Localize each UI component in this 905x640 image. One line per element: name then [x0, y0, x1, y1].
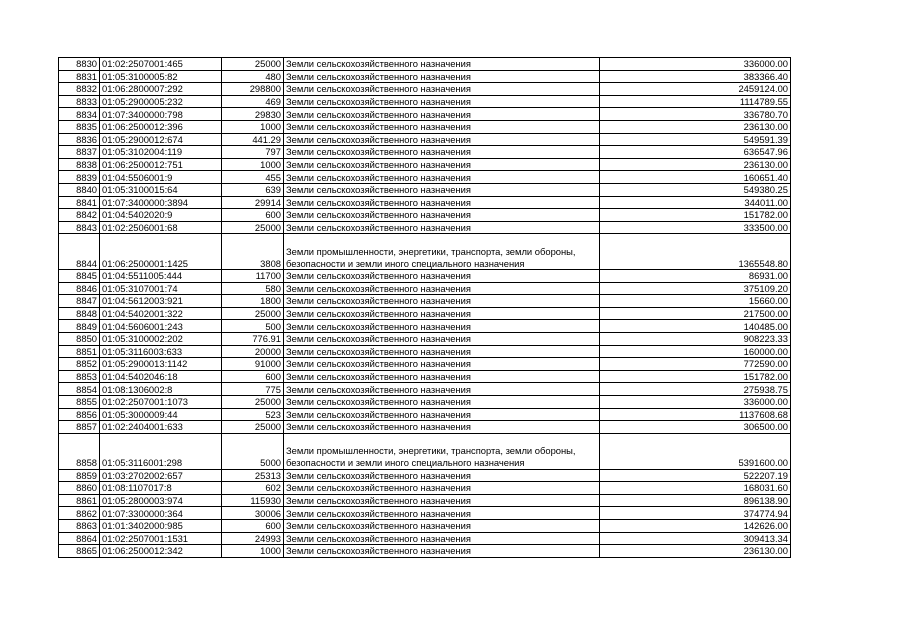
land-category-cell: Земли сельскохозяйственного назначения — [284, 133, 600, 146]
table-row — [59, 221, 791, 234]
cadastral-value-cell: 908223.33 — [600, 333, 791, 346]
land-category-cell: Земли сельскохозяйственного назначения — [284, 196, 600, 209]
cadastral-number-cell: 01:06:2500012:342 — [100, 545, 222, 558]
table-row — [59, 545, 791, 558]
table-row — [59, 307, 791, 320]
row-number-cell: 8838 — [59, 158, 100, 171]
cadastral-number-cell: 01:05:3100005:82 — [100, 70, 222, 83]
area-cell: 25000 — [222, 221, 284, 234]
cadastral-number-cell: 01:05:3107001:74 — [100, 282, 222, 295]
row-number-cell: 8855 — [59, 396, 100, 409]
cadastral-value-cell: 160651.40 — [600, 171, 791, 184]
land-parcel-table — [58, 57, 791, 558]
cadastral-value-cell: 336000.00 — [600, 58, 791, 71]
land-category-cell: Земли сельскохозяйственного назначения — [284, 358, 600, 371]
cadastral-value-cell: 896138.90 — [600, 494, 791, 507]
table-row — [59, 196, 791, 209]
area-cell: 24993 — [222, 532, 284, 545]
cadastral-number-cell: 01:02:2507001:1073 — [100, 396, 222, 409]
cadastral-number-cell: 01:05:3100015:64 — [100, 183, 222, 196]
row-number-cell: 8849 — [59, 320, 100, 333]
cadastral-value-cell: 549380.25 — [600, 183, 791, 196]
land-category-cell: Земли сельскохозяйственного назначения — [284, 507, 600, 520]
row-number-cell: 8854 — [59, 383, 100, 396]
cadastral-number-cell: 01:05:2900005:232 — [100, 95, 222, 108]
row-number-cell: 8843 — [59, 221, 100, 234]
area-cell: 91000 — [222, 358, 284, 371]
row-number-cell: 8852 — [59, 358, 100, 371]
row-number-cell: 8847 — [59, 295, 100, 308]
table-row — [59, 58, 791, 71]
cadastral-number-cell: 01:03:2702002:657 — [100, 469, 222, 482]
land-category-cell: Земли сельскохозяйственного назначения — [284, 494, 600, 507]
cadastral-number-cell: 01:05:3000009:44 — [100, 408, 222, 421]
area-cell: 115930 — [222, 494, 284, 507]
table-row — [59, 320, 791, 333]
row-number-cell: 8831 — [59, 70, 100, 83]
land-category-cell: Земли сельскохозяйственного назначения — [284, 83, 600, 96]
table-row — [59, 209, 791, 222]
area-cell: 600 — [222, 370, 284, 383]
area-cell: 1000 — [222, 120, 284, 133]
land-category-cell: Земли сельскохозяйственного назначения — [284, 183, 600, 196]
land-category-cell: Земли сельскохозяйственного назначения — [284, 221, 600, 234]
cadastral-value-cell: 772590.00 — [600, 358, 791, 371]
area-cell: 1000 — [222, 158, 284, 171]
cadastral-value-cell: 168031.60 — [600, 482, 791, 495]
cadastral-value-cell: 151782.00 — [600, 209, 791, 222]
area-cell: 11700 — [222, 270, 284, 283]
row-number-cell: 8861 — [59, 494, 100, 507]
cadastral-number-cell: 01:04:5402001:322 — [100, 307, 222, 320]
row-number-cell: 8853 — [59, 370, 100, 383]
cadastral-value-cell: 344011.00 — [600, 196, 791, 209]
cadastral-value-cell: 522207.19 — [600, 469, 791, 482]
row-number-cell: 8857 — [59, 421, 100, 434]
area-cell: 500 — [222, 320, 284, 333]
cadastral-number-cell: 01:06:2500012:751 — [100, 158, 222, 171]
land-category-cell: Земли сельскохозяйственного назначения — [284, 209, 600, 222]
area-cell: 797 — [222, 146, 284, 159]
cadastral-value-cell: 336000.00 — [600, 396, 791, 409]
table-row — [59, 507, 791, 520]
table-row — [59, 396, 791, 409]
row-number-cell: 8865 — [59, 545, 100, 558]
cadastral-number-cell: 01:05:3100002:202 — [100, 333, 222, 346]
area-cell: 29914 — [222, 196, 284, 209]
cadastral-number-cell: 01:04:5612003:921 — [100, 295, 222, 308]
land-category-cell: Земли сельскохозяйственного назначения — [284, 408, 600, 421]
cadastral-number-cell: 01:07:3400000:3894 — [100, 196, 222, 209]
row-number-cell: 8836 — [59, 133, 100, 146]
table-row — [59, 158, 791, 171]
row-number-cell: 8833 — [59, 95, 100, 108]
cadastral-number-cell: 01:05:2900013:1142 — [100, 358, 222, 371]
land-category-cell: Земли сельскохозяйственного назначения — [284, 345, 600, 358]
row-number-cell: 8844 — [59, 234, 100, 270]
cadastral-number-cell: 01:05:2900012:674 — [100, 133, 222, 146]
land-category-cell: Земли сельскохозяйственного назначения — [284, 58, 600, 71]
cadastral-value-cell: 333500.00 — [600, 221, 791, 234]
area-cell: 25313 — [222, 469, 284, 482]
cadastral-number-cell: 01:06:2800007:292 — [100, 83, 222, 96]
area-cell: 3808 — [222, 234, 284, 270]
row-number-cell: 8851 — [59, 345, 100, 358]
area-cell: 1800 — [222, 295, 284, 308]
land-category-cell: Земли сельскохозяйственного назначения — [284, 421, 600, 434]
cadastral-number-cell: 01:02:2404001:633 — [100, 421, 222, 434]
table-row — [59, 345, 791, 358]
cadastral-number-cell: 01:04:5506001:9 — [100, 171, 222, 184]
land-category-cell: Земли сельскохозяйственного назначения — [284, 532, 600, 545]
row-number-cell: 8832 — [59, 83, 100, 96]
cadastral-value-cell: 1114789.55 — [600, 95, 791, 108]
land-category-cell: Земли сельскохозяйственного назначения — [284, 95, 600, 108]
table-row — [59, 333, 791, 346]
cadastral-value-cell: 140485.00 — [600, 320, 791, 333]
row-number-cell: 8830 — [59, 58, 100, 71]
table-row — [59, 83, 791, 96]
area-cell: 25000 — [222, 396, 284, 409]
land-category-cell: Земли сельскохозяйственного назначения — [284, 545, 600, 558]
table-row — [59, 295, 791, 308]
land-category-cell: Земли сельскохозяйственного назначения — [284, 520, 600, 533]
cadastral-value-cell: 275938.75 — [600, 383, 791, 396]
row-number-cell: 8860 — [59, 482, 100, 495]
row-number-cell: 8846 — [59, 282, 100, 295]
area-cell: 469 — [222, 95, 284, 108]
land-category-cell: Земли сельскохозяйственного назначения — [284, 158, 600, 171]
cadastral-number-cell: 01:05:3102004:119 — [100, 146, 222, 159]
area-cell: 639 — [222, 183, 284, 196]
row-number-cell: 8834 — [59, 108, 100, 121]
land-category-cell: Земли сельскохозяйственного назначения — [284, 370, 600, 383]
row-number-cell: 8858 — [59, 433, 100, 469]
area-cell: 5000 — [222, 433, 284, 469]
cadastral-value-cell: 549591.39 — [600, 133, 791, 146]
table-row — [59, 370, 791, 383]
land-category-cell: Земли сельскохозяйственного назначения — [284, 120, 600, 133]
land-category-cell: Земли сельскохозяйственного назначения — [284, 469, 600, 482]
row-number-cell: 8841 — [59, 196, 100, 209]
table-row — [59, 494, 791, 507]
cadastral-value-cell: 306500.00 — [600, 421, 791, 434]
cadastral-number-cell: 01:08:1107017:8 — [100, 482, 222, 495]
cadastral-value-cell: 160000.00 — [600, 345, 791, 358]
area-cell: 523 — [222, 408, 284, 421]
area-cell: 602 — [222, 482, 284, 495]
table-row — [59, 70, 791, 83]
land-category-cell: Земли сельскохозяйственного назначения — [284, 171, 600, 184]
land-category-cell: Земли сельскохозяйственного назначения — [284, 333, 600, 346]
cadastral-value-cell: 15660.00 — [600, 295, 791, 308]
land-category-cell: Земли сельскохозяйственного назначения — [284, 282, 600, 295]
land-category-cell: Земли сельскохозяйственного назначения — [284, 320, 600, 333]
cadastral-number-cell: 01:05:3116003:633 — [100, 345, 222, 358]
row-number-cell: 8840 — [59, 183, 100, 196]
area-cell: 600 — [222, 520, 284, 533]
row-number-cell: 8863 — [59, 520, 100, 533]
row-number-cell: 8856 — [59, 408, 100, 421]
table-row — [59, 482, 791, 495]
cadastral-value-cell: 1137608.68 — [600, 408, 791, 421]
cadastral-value-cell: 383366.40 — [600, 70, 791, 83]
land-category-cell: Земли сельскохозяйственного назначения — [284, 482, 600, 495]
cadastral-value-cell: 636547.96 — [600, 146, 791, 159]
row-number-cell: 8839 — [59, 171, 100, 184]
cadastral-number-cell: 01:04:5402020:9 — [100, 209, 222, 222]
cadastral-value-cell: 236130.00 — [600, 120, 791, 133]
table-row — [59, 146, 791, 159]
table-row — [59, 133, 791, 146]
area-cell: 441.29 — [222, 133, 284, 146]
row-number-cell: 8835 — [59, 120, 100, 133]
land-category-cell: Земли сельскохозяйственного назначения — [284, 270, 600, 283]
area-cell: 29830 — [222, 108, 284, 121]
table-row — [59, 358, 791, 371]
land-category-cell: Земли сельскохозяйственного назначения — [284, 396, 600, 409]
land-category-cell: Земли сельскохозяйственного назначения — [284, 383, 600, 396]
cadastral-number-cell: 01:05:3116001:298 — [100, 433, 222, 469]
row-number-cell: 8859 — [59, 469, 100, 482]
area-cell: 776.91 — [222, 333, 284, 346]
cadastral-value-cell: 151782.00 — [600, 370, 791, 383]
land-parcel-table-body — [59, 58, 791, 558]
cadastral-value-cell: 236130.00 — [600, 545, 791, 558]
cadastral-value-cell: 5391600.00 — [600, 433, 791, 469]
row-number-cell: 8848 — [59, 307, 100, 320]
cadastral-number-cell: 01:04:5606001:243 — [100, 320, 222, 333]
table-row — [59, 532, 791, 545]
cadastral-number-cell: 01:04:5402046:18 — [100, 370, 222, 383]
cadastral-number-cell: 01:04:5511005:444 — [100, 270, 222, 283]
area-cell: 20000 — [222, 345, 284, 358]
cadastral-value-cell: 375109.20 — [600, 282, 791, 295]
area-cell: 25000 — [222, 307, 284, 320]
table-row — [59, 234, 791, 270]
area-cell: 480 — [222, 70, 284, 83]
row-number-cell: 8862 — [59, 507, 100, 520]
cadastral-number-cell: 01:02:2506001:68 — [100, 221, 222, 234]
row-number-cell: 8842 — [59, 209, 100, 222]
cadastral-value-cell: 374774.94 — [600, 507, 791, 520]
land-category-cell: Земли промышленности, энергетики, транспорта, земли обороны, безопасности и земли иного специального назначения — [284, 433, 600, 469]
cadastral-value-cell: 86931.00 — [600, 270, 791, 283]
cadastral-value-cell: 336780.70 — [600, 108, 791, 121]
area-cell: 1000 — [222, 545, 284, 558]
table-row — [59, 120, 791, 133]
cadastral-number-cell: 01:08:1306002:8 — [100, 383, 222, 396]
area-cell: 25000 — [222, 421, 284, 434]
area-cell: 25000 — [222, 58, 284, 71]
row-number-cell: 8850 — [59, 333, 100, 346]
table-row — [59, 282, 791, 295]
cadastral-number-cell: 01:06:2500001:1425 — [100, 234, 222, 270]
cadastral-value-cell: 142626.00 — [600, 520, 791, 533]
table-row — [59, 408, 791, 421]
cadastral-number-cell: 01:06:2500012:396 — [100, 120, 222, 133]
cadastral-number-cell: 01:02:2507001:1531 — [100, 532, 222, 545]
row-number-cell: 8864 — [59, 532, 100, 545]
land-category-cell: Земли сельскохозяйственного назначения — [284, 108, 600, 121]
table-row — [59, 520, 791, 533]
table-row — [59, 171, 791, 184]
table-row — [59, 433, 791, 469]
cadastral-value-cell: 236130.00 — [600, 158, 791, 171]
cadastral-value-cell: 309413.34 — [600, 532, 791, 545]
table-row — [59, 108, 791, 121]
land-category-cell: Земли сельскохозяйственного назначения — [284, 70, 600, 83]
cadastral-number-cell: 01:02:2507001:465 — [100, 58, 222, 71]
table-row — [59, 421, 791, 434]
area-cell: 600 — [222, 209, 284, 222]
cadastral-value-cell: 1365548.80 — [600, 234, 791, 270]
land-category-cell: Земли сельскохозяйственного назначения — [284, 295, 600, 308]
table-row — [59, 95, 791, 108]
land-category-cell: Земли сельскохозяйственного назначения — [284, 146, 600, 159]
land-category-cell: Земли сельскохозяйственного назначения — [284, 307, 600, 320]
cadastral-value-cell: 2459124.00 — [600, 83, 791, 96]
cadastral-number-cell: 01:01:3402000:985 — [100, 520, 222, 533]
land-category-cell: Земли промышленности, энергетики, транспорта, земли обороны, безопасности и земли иного специального назначения — [284, 234, 600, 270]
area-cell: 30006 — [222, 507, 284, 520]
area-cell: 775 — [222, 383, 284, 396]
table-row — [59, 183, 791, 196]
area-cell: 298800 — [222, 83, 284, 96]
area-cell: 455 — [222, 171, 284, 184]
row-number-cell: 8845 — [59, 270, 100, 283]
row-number-cell: 8837 — [59, 146, 100, 159]
cadastral-number-cell: 01:07:3300000:364 — [100, 507, 222, 520]
table-row — [59, 383, 791, 396]
cadastral-number-cell: 01:05:2800003:974 — [100, 494, 222, 507]
table-row — [59, 270, 791, 283]
area-cell: 580 — [222, 282, 284, 295]
cadastral-number-cell: 01:07:3400000:798 — [100, 108, 222, 121]
cadastral-value-cell: 217500.00 — [600, 307, 791, 320]
table-row — [59, 469, 791, 482]
